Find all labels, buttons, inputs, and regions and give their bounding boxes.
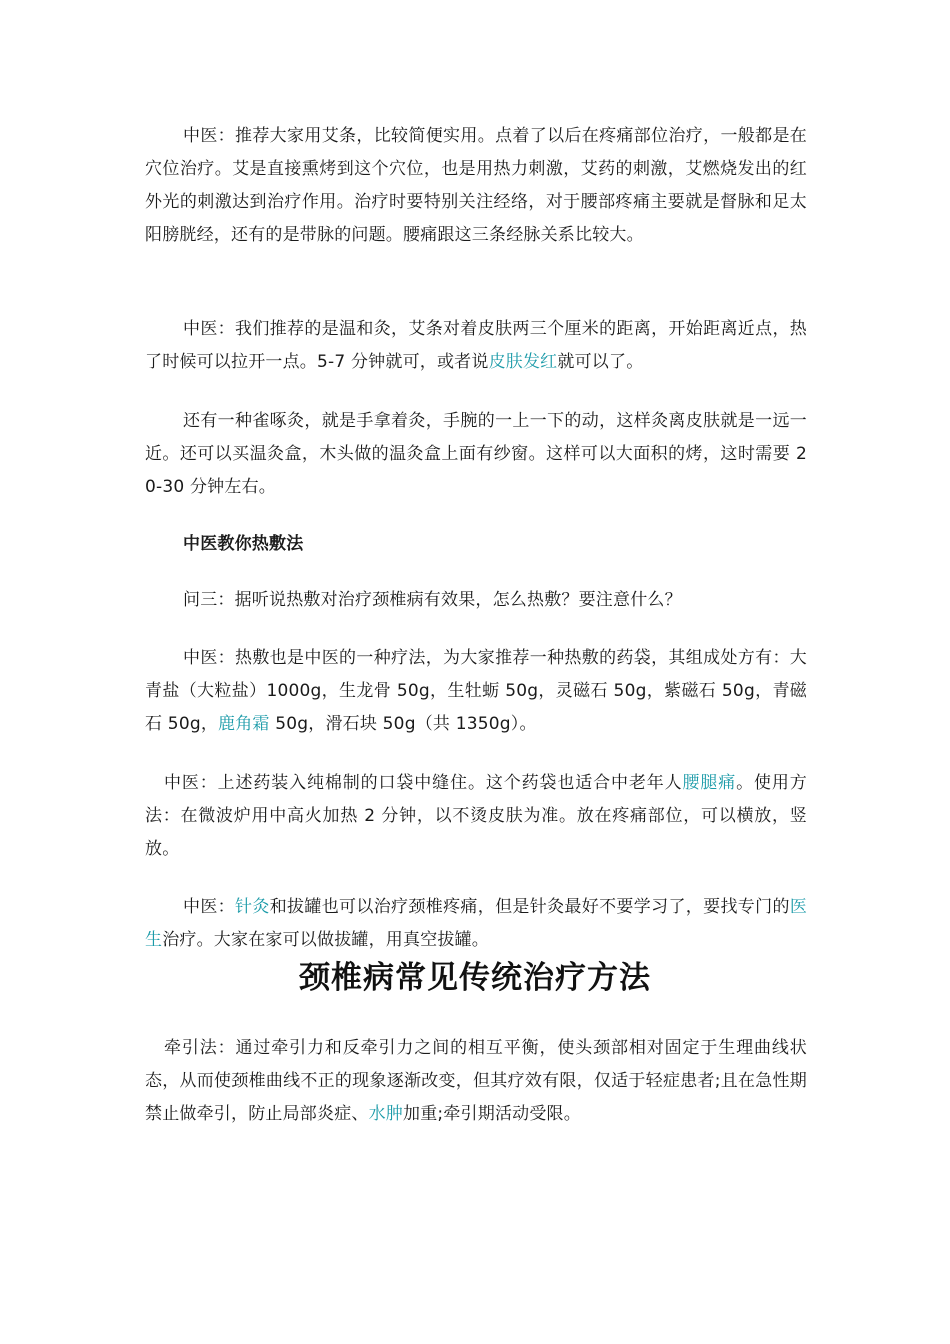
paragraph-text: 。使用方法：在微波炉用中高火加热 2 分钟，以不烫皮肤为准。放在疼痛部位，可以横放，竖放。: [145, 773, 807, 859]
section-subheading: [145, 528, 807, 561]
section-heading: 颈椎病常见传统治疗方法: [299, 960, 651, 996]
paragraph-text: 加重;牵引期活动受限。: [403, 1104, 581, 1124]
paragraph-text: 50g，滑石块 50g（共 1350g）。: [269, 714, 537, 734]
paragraph-text: 还有一种雀啄灸，就是手拿着灸，手腕的一上一下的动，这样灸离皮肤就是一远一近。还可以买温灸盒，木头做的温灸盒上面有纱窗。这样可以大面积的烤，这时需要 20-30 分钟左右。: [145, 411, 807, 497]
paragraph-text: 中医：我们推荐的是温和灸，艾条对着皮肤两三个厘米的距离，开始距离近点，热了时候可以拉开一点。5-7 分钟就可，或者说: [145, 319, 807, 372]
paragraph-acupuncture: [145, 891, 807, 957]
link-skin-redness[interactable]: 皮肤发红: [488, 352, 558, 372]
link-doctor[interactable]: 医生: [145, 897, 808, 950]
paragraph-text: 就可以了。: [557, 352, 644, 372]
paragraph-moxa-stick: [145, 120, 807, 252]
link-edema[interactable]: 水肿: [368, 1104, 404, 1124]
paragraph-traction: [145, 1032, 807, 1131]
paragraph-text: 治疗。大家在家可以做拔罐，用真空拔罐。: [162, 930, 490, 950]
paragraph-text: 和拔罐也可以治疗颈椎疼痛，但是针灸最好不要学习了，要找专门的: [269, 897, 790, 917]
paragraph-text: 中医：上述药装入纯棉制的口袋中缝住。这个药袋也适合中老年人: [164, 773, 683, 793]
paragraph-question-three: [145, 584, 807, 617]
paragraph-text: 牵引法：通过牵引力和反牵引力之间的相互平衡，使头颈部相对固定于生理曲线状态，从而使颈椎曲线不正的现象逐渐改变，但其疗效有限，仅适于轻症患者;且在急性期禁止做牵引，防止局部炎症、: [145, 1038, 807, 1124]
paragraph-text: 中医：: [183, 897, 236, 917]
paragraph-sparrow-pecking: [145, 405, 807, 504]
paragraph-usage: [145, 767, 807, 866]
paragraph-text: 问三：据听说热敷对治疗颈椎病有效果，怎么热敷？要注意什么？: [183, 590, 682, 610]
paragraph-text: 中医：推荐大家用艾条，比较简便实用。点着了以后在疼痛部位治疗，一般都是在穴位治疗。艾是直接熏烤到这个穴位，也是用热力刺激，艾药的刺激，艾燃烧发出的红外光的刺激达到治疗作用。治疗时要特别关注经络，对于腰部疼痛主要就是督脉和足太阳膀胱经，还有的是带脉的问题。腰痛跟这三条经脉关系比较大。: [145, 126, 807, 245]
link-antler-frost[interactable]: 鹿角霜: [218, 714, 270, 734]
paragraph-text: 中医：热敷也是中医的一种疗法，为大家推荐一种热敷的药袋，其组成处方有：大青盐（大粒盐）1000g，生龙骨 50g，生牡蛎 50g，灵磁石 50g，紫磁石 50g，青磁石 50g，: [145, 648, 807, 734]
paragraph-hot-compress-recipe: [145, 642, 807, 741]
paragraph-mild-moxibustion: [145, 313, 807, 379]
link-acupuncture[interactable]: 针灸: [235, 897, 270, 917]
subheading-text: 中医教你热敷法: [183, 534, 304, 554]
link-lumbago[interactable]: 腰腿痛: [682, 773, 737, 793]
